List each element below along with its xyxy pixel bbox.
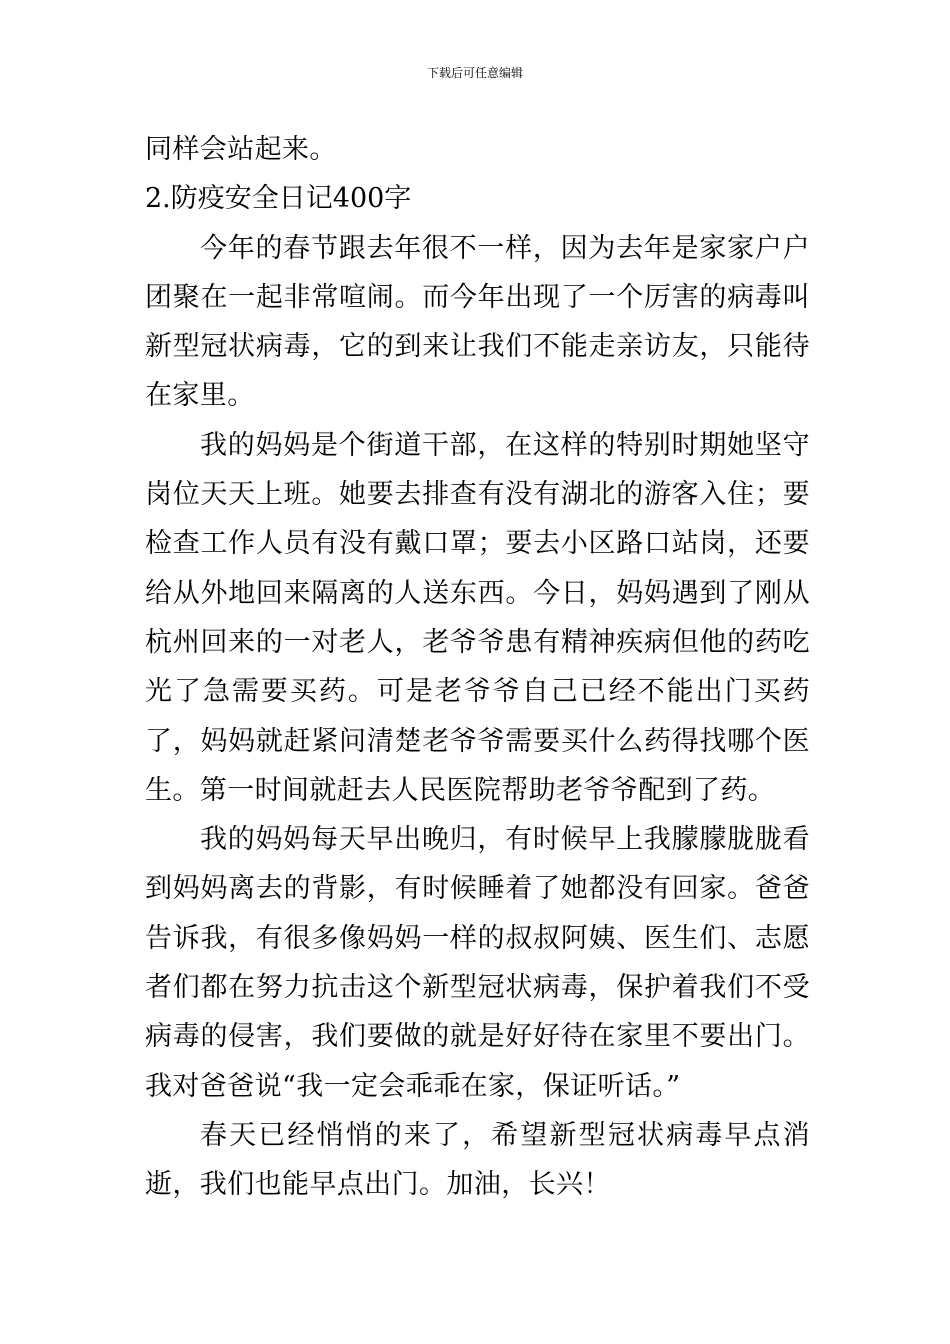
- paragraph-4: 春天已经悄悄的来了，希望新型冠状病毒早点消逝，我们也能早点出门。加油，长兴！: [145, 1119, 810, 1201]
- paragraph-3: 我的妈妈每天早出晚归，有时候早上我朦朦胧胧看到妈妈离去的背影，有时候睡着了她都没有回家。爸爸告诉我，有很多像妈妈一样的叔叔阿姨、医生们、志愿者们都在努力抗击这个新型冠状病毒，保护着我们不受病毒的侵害，我们要做的就是好好待在家里不要出门。我对爸爸说“我一定会乖乖在家，保证听话。”: [145, 824, 810, 1102]
- continuation-line: 同样会站起来。: [145, 134, 337, 165]
- page-header: 下载后可任意编辑: [426, 66, 523, 80]
- paragraph-1: 今年的春节跟去年很不一样，因为去年是家家户户团聚在一起非常喧闹。而今年出现了一个厉害的病毒叫新型冠状病毒，它的到来让我们不能走亲访友，只能待在家里。: [145, 232, 810, 412]
- paragraph-2: 我的妈妈是个街道干部，在这样的特别时期她坚守岗位天天上班。她要去排查有没有湖北的游客入住；要检查工作人员有没有戴口罩；要去小区路口站岗，还要给从外地回来隔离的人送东西。今日，妈妈遇到了刚从杭州回来的一对老人，老爷爷患有精神疾病但他的药吃光了急需要买药。可是老爷爷自己已经不能出门买药了，妈妈就赶紧问清楚老爷爷需要买什么药得找哪个医生。第一时间就赶去人民医院帮助老爷爷配到了药。: [145, 429, 810, 806]
- section-title: 2.防疫安全日记400字: [145, 183, 412, 215]
- document-body: [145, 125, 810, 1210]
